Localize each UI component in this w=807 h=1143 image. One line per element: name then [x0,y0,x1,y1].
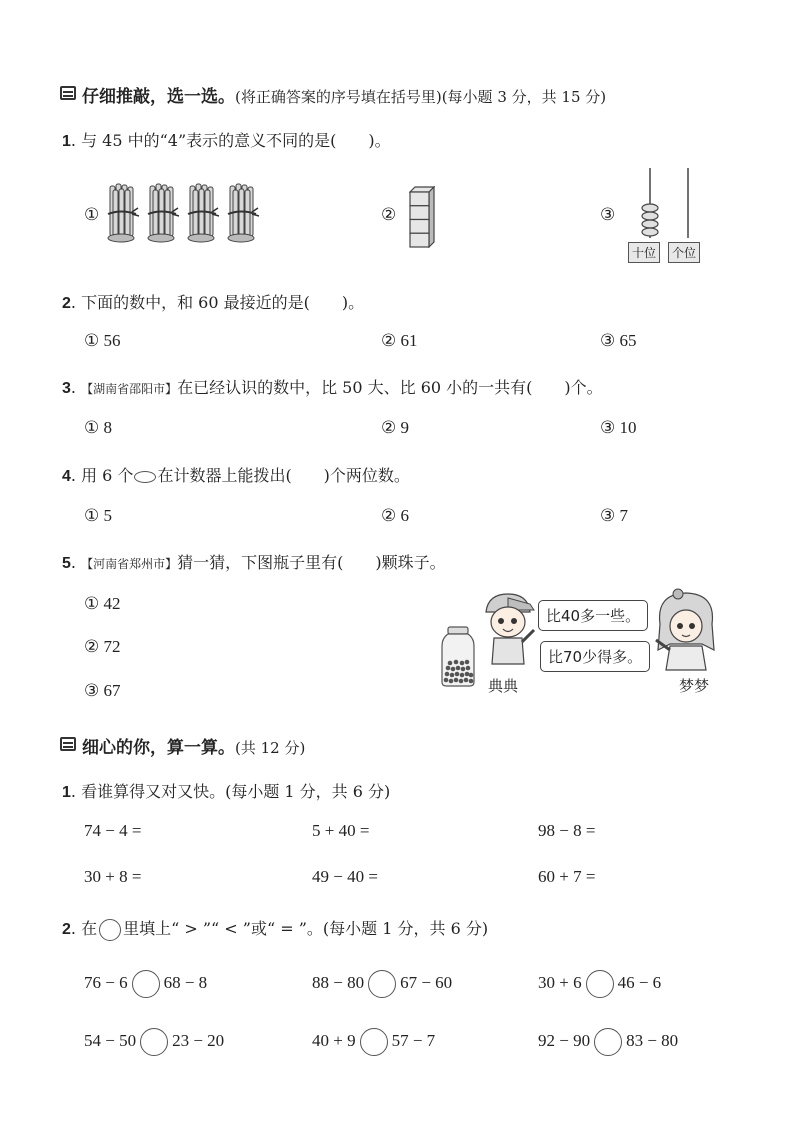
question-text-b: 在计数器上能拨出( )个两位数。 [157,466,410,485]
question-number: 1 [62,133,71,150]
compare-item [312,970,452,998]
compare-answer-circle[interactable] [140,1028,168,1056]
section2-note: (共 12 分) [235,739,306,757]
compare-answer-circle[interactable] [586,970,614,998]
option-a: ① 56 [84,331,121,350]
question-2 [62,290,364,313]
compare-circle-icon [99,919,121,941]
q1-option2-label: ② [381,205,397,224]
question-number: 2 [62,295,71,312]
question-text-a: . 在 [70,919,98,938]
question-number: 4 [62,468,71,485]
calc-item: 60 + 7 = [538,867,596,886]
question-4 [62,463,410,486]
question-text: 在已经认识的数中，比 50 大、比 60 小的一共有( )个。 [177,378,603,397]
compare-right: 23 − 20 [172,1030,225,1050]
compare-left: 40 + 9 [312,1030,356,1050]
calc-item: 30 + 8 = [84,867,142,886]
option-b: ② 61 [381,331,418,350]
compare-item [538,1028,678,1056]
question-text-a: . 用 6 个 [70,466,134,485]
ones-place-label: 个位 [668,242,700,263]
question-number: 3 [62,380,71,397]
question-number: 5 [62,555,71,572]
question-text-b: 里填上“ > ”“ < ”或“ = ”。(每小题 1 分，共 6 分) [123,919,489,938]
compare-item [84,1028,224,1056]
compare-answer-circle[interactable] [360,1028,388,1056]
question-source: 【湖南省邵阳市】 [81,382,178,396]
compare-answer-circle[interactable] [594,1028,622,1056]
option-a: ① 5 [84,506,112,525]
compare-item [84,970,207,998]
compare-left: 30 + 6 [538,972,582,992]
compare-left: 76 − 6 [84,972,128,992]
calc-item: 49 − 40 = [312,867,378,886]
option-c: ③ 65 [600,331,637,350]
compare-answer-circle[interactable] [132,970,160,998]
section2-question-2 [62,916,488,941]
cube-stack-icon [409,186,435,248]
bundles-of-ten-sticks-icon [104,182,276,244]
question-source: 【河南省郑州市】 [81,557,178,571]
question-text: . 下面的数中，和 60 最接近的是( )。 [70,293,365,312]
calc-item: 98 − 8 = [538,821,596,840]
tens-place-label: 十位 [628,242,660,263]
compare-right: 67 − 60 [400,972,453,992]
q1-option1-label: ① [84,205,100,224]
option-c: ③ 67 [84,681,121,700]
compare-right: 57 − 7 [391,1030,436,1050]
section1-header [82,82,606,107]
girl-character-icon [650,588,722,672]
character-name-girl: 梦梦 [679,677,710,695]
speech-bubble-girl: 比70少得多。 [540,641,650,672]
section1-title: 仔细推敲，选一选。 [82,87,235,107]
bead-oval-icon [134,471,156,483]
option-b: ② 72 [84,637,121,656]
option-b: ② 6 [381,506,409,525]
character-name-boy: 典典 [488,677,519,695]
calc-item: 74 − 4 = [84,821,142,840]
question-number: 1 [62,784,71,801]
option-b: ② 9 [381,418,409,437]
option-a: ① 8 [84,418,112,437]
compare-answer-circle[interactable] [368,970,396,998]
option-c: ③ 10 [600,418,637,437]
question-1 [62,128,391,151]
compare-right: 83 − 80 [626,1030,679,1050]
question-5: 5. 【河南省郑州市】猜一猜，下图瓶子里有( )颗珠子。 [62,553,446,572]
section2-question-1 [62,779,390,802]
section-icon [60,737,76,751]
question-text: . 看谁算得又对又快。(每小题 1 分，共 6 分) [70,782,391,801]
compare-right: 46 − 6 [617,972,662,992]
section2-title: 细心的你，算一算。 [82,738,235,758]
section2-header [82,733,305,758]
speech-bubble-boy: 比40多一些。 [538,600,648,631]
abacus-icon [632,166,708,242]
compare-right: 68 − 8 [163,972,208,992]
question-number: 2 [62,921,71,938]
section1-note: (将正确答案的序号填在括号里)(每小题 3 分，共 15 分) [235,88,607,106]
compare-item [538,970,661,998]
calc-item: 5 + 40 = [312,821,370,840]
option-a: ① 42 [84,594,121,613]
question-3: 3. 【湖南省邵阳市】在已经认识的数中，比 50 大、比 60 小的一共有( )个。 [62,378,603,397]
question-text: 猜一猜，下图瓶子里有( )颗珠子。 [177,553,446,572]
compare-left: 54 − 50 [84,1030,137,1050]
bead-jar-icon [438,626,478,688]
boy-character-icon [478,590,538,668]
compare-left: 92 − 90 [538,1030,591,1050]
q1-option3-label: ③ [600,205,616,224]
question-text: . 与 45 中的“4”表示的意义不同的是( )。 [70,131,391,150]
compare-left: 88 − 80 [312,972,365,992]
compare-item [312,1028,435,1056]
option-c: ③ 7 [600,506,628,525]
section-icon [60,86,76,100]
